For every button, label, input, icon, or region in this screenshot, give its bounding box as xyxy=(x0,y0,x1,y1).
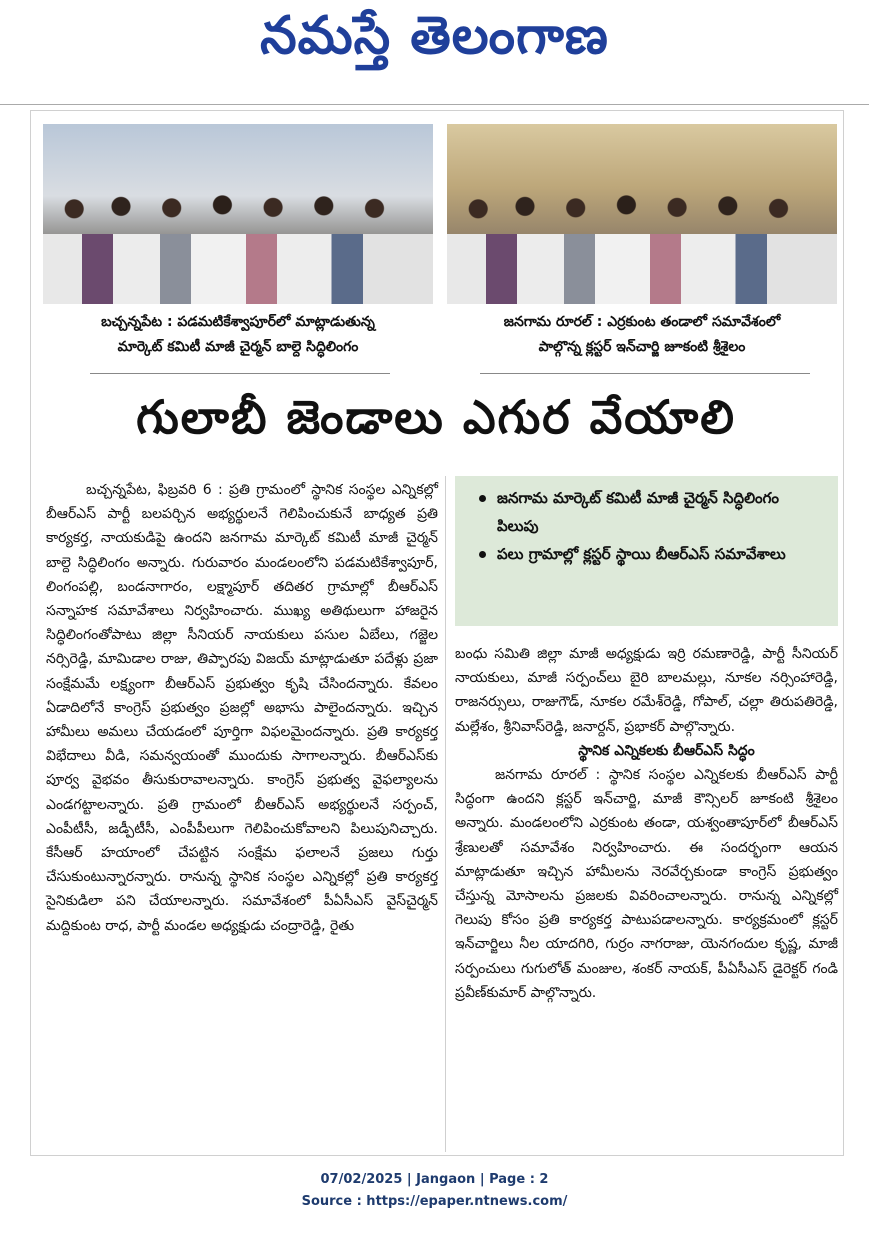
article-left-column xyxy=(46,478,438,938)
highlights-box xyxy=(455,476,838,626)
highlight-item: పలు గ్రామాల్లో క్లస్టర్ స్థాయి బీఆర్‌ఎస్ సమావేశాలు xyxy=(475,540,824,568)
article-body-right-continued: బంధు సమితి జిల్లా మాజీ అధ్యక్షుడు ఇర్రి రమణారెడ్డి, పార్టీ సీనియర్ నాయకులు, మాజీ సర్పంచ్‌లు బైరి బాలమల్లు, నూకల నర్సింహారెడ్డి, రాజనర్సులు, రాజుగౌడ్, నూకల రమేశ్‌రెడ్డి, గోపాల్, చల్లా తిరుపతిరెడ్డి, మల్లేశం, శ్రీనివాస్‌రెడ్డి, జనార్దన్, ప్రభాకర్ పాల్గొన్నారు. xyxy=(455,646,838,735)
photo-right-caption: జనగామ రూరల్ : ఎర్రకుంట తండాలో సమావేశంలో పాల్గొన్న క్లస్టర్ ఇన్‌చార్జి జూకంటి శ్రీశైలం xyxy=(503,314,781,355)
column-divider xyxy=(445,476,446,1152)
masthead xyxy=(0,0,869,80)
headline: గులాబీ జెండాలు ఎగుర వేయాలి xyxy=(136,390,736,444)
footer-source-line: Source : https://epaper.ntnews.com/ xyxy=(301,1194,568,1209)
photo-right xyxy=(447,124,837,304)
article-right-column xyxy=(455,642,838,1005)
article-body-right: జనగామ రూరల్ : స్థానిక సంస్థల ఎన్నికలకు బీఆర్‌ఎస్ పార్టీ సిద్ధంగా ఉందని క్లస్టర్ ఇన్‌చార్జి, మాజీ కౌన్సిలర్ జూకంటి శ్రీశైలం అన్నారు. మండలంలోని ఎర్రకుంట తండా, యశ్వంతాపూర్‌లో బీఆర్‌ఎస్ శ్రేణులతో సమావేశం నిర్వహించారు. ఈ సందర్భంగా ఆయన మాట్లాడుతూ ఇచ్చిన హామీలను నెరవేర్చకుండా కాంగ్రెస్ ప్రభుత్వం చేస్తున్న మోసాలను ప్రజలకు వివరించాలన్నారు. రానున్న ఎన్నికల్లో గెలుపు కోసం ప్రతి కార్యకర్త పాటుపడాలన్నారు. కార్యక్రమంలో క్లస్టర్ ఇన్‌చార్జిలు నీల యాదగిరి, గుర్రం నాగరాజు, యెనగందుల కృష్ణ, మాజీ సర్పంచులు గుగులోత్ మంజుల, శంకర్ నాయక్, పీఏసీఎస్ డైరెక్టర్ గండి ప్రవీణ్‌కుమార్ పాల్గొన్నారు. xyxy=(455,767,838,1001)
caption-rule-right xyxy=(480,373,810,374)
footer-date-line: 07/02/2025 | Jangaon | Page : 2 xyxy=(320,1172,549,1187)
photo-left xyxy=(43,124,433,304)
newspaper-title: నమస్తే తెలంగాణ xyxy=(260,6,609,66)
photo-left-caption: బచ్చన్నపేట : పడమటికేశ్వాపూర్‌లో మాట్లాడుతున్న మార్కెట్ కమిటీ మాజీ చైర్మన్ బాల్దె సిద్ధిలింగం xyxy=(101,314,375,355)
article-body-left: బచ్చన్నపేట, ఫిబ్రవరి 6 : ప్రతి గ్రామంలో స్థానిక సంస్థల ఎన్నికల్లో బీఆర్‌ఎస్ పార్టీ బలపర్చిన అభ్యర్థులనే గెలిపించుకునే బాధ్యత ప్రతి కార్యకర్త, నాయకుడిపై ఉందని జనగామ మార్కెట్ కమిటీ మాజీ చైర్మన్ బాల్దె సిద్ధిలింగం అన్నారు. గురువారం మండలంలోని పడమటికేశ్వాపూర్, లింగంపల్లి, బండనాగారం, లక్ష్మాపూర్ తదితర గ్రామాల్లో బీఆర్‌ఎస్ సన్నాహక సమావేశాలు నిర్వహించారు. ముఖ్య అతిథులుగా హాజరైన సిద్ధిలింగంతోపాటు జిల్లా సీనియర్ నాయకులు పసుల ఏబేలు, గజ్జెల నర్సిరెడ్డి, మామిడాల రాజు, తిప్పారపు విజయ్ మాట్లాడుతూ పదేళ్లు ప్రజా సంక్షేమమే లక్ష్యంగా బీఆర్‌ఎస్ ప్రభుత్వం కృషి చేసిందన్నారు. కేవలం ఏడాదిలోనే కాంగ్రెస్ ప్రభుత్వం ప్రజల్లో అభాసు పాలైందన్నారు. ఇచ్చిన హామీలు అమలు చేయడంలో పూర్తిగా విఫలమైందన్నారు. ప్రతి కార్యకర్త విభేదాలు వీడి, సమన్వయంతో ముందుకు సాగాలన్నారు. బీఆర్‌ఎస్‌కు పూర్వ వైభవం తీసుకురావాలన్నారు. కాంగ్రెస్ ప్రభుత్వ వైఫల్యాలను ఎండగట్టాలన్నారు. ప్రతి గ్రామంలో బీఆర్‌ఎస్ అభ్యర్థులనే సర్పంచ్, ఎంపీటీసీ, జడ్పీటీసీ, ఎంపీపీలుగా గెలిపించుకోవాలని పిలుపునిచ్చారు. కేసీఆర్ హయాంలో చేపట్టిన సంక్షేమ ఫలాలనే ప్రజలు గుర్తు చేసుకుంటున్నారన్నారు. రానున్న స్థానిక సంస్థల ఎన్నికల్లో ప్రతి కార్యకర్త సైనికుడిలా పని చేయాలన్నారు. సమావేశంలో పీఏసీఎస్ వైస్‌చైర్మన్ మద్దికుంట రాధ, పార్టీ మండల అధ్యక్షుడు చంద్రారెడ్డి, రైతు xyxy=(46,482,438,934)
caption-rule-left xyxy=(90,373,390,374)
highlight-item: జనగామ మార్కెట్ కమిటీ మాజీ చైర్మన్ సిద్ధిలింగం పిలుపు xyxy=(475,484,824,540)
masthead-rule xyxy=(0,104,869,105)
article-subhead: స్థానిక ఎన్నికలకు బీఆర్‌ఎస్ సిద్ధం xyxy=(578,742,755,759)
